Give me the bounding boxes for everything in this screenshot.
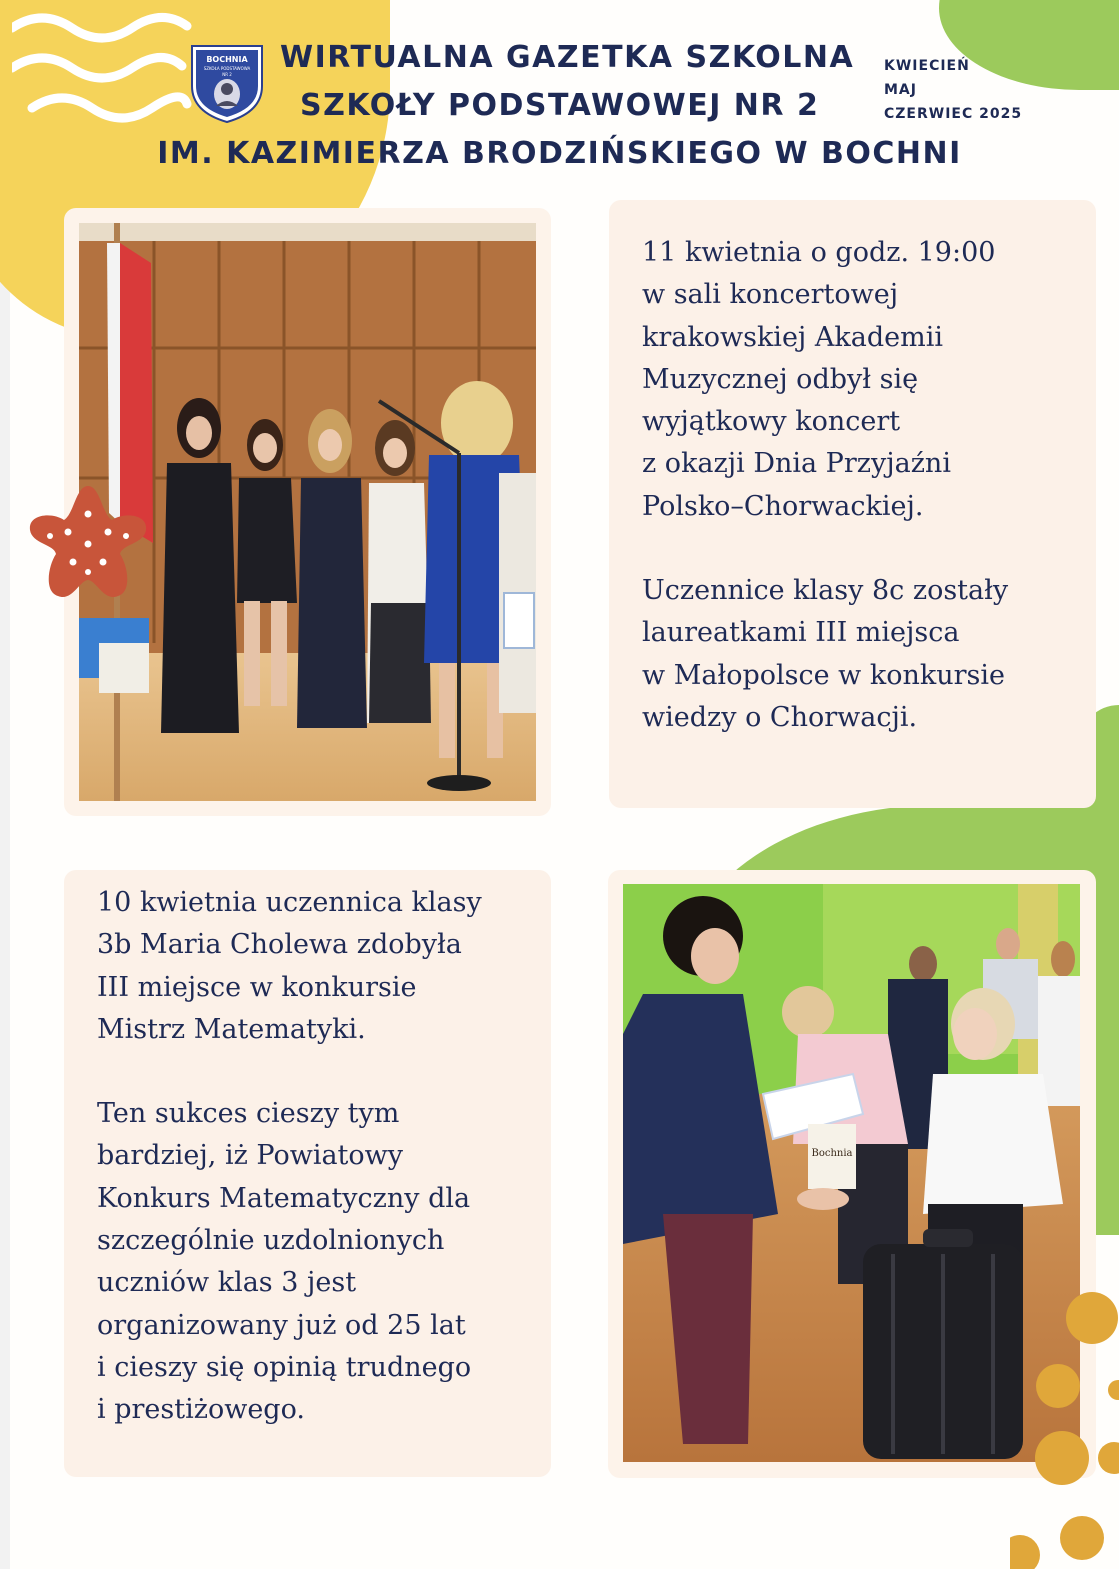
- flower-decor: [28, 484, 148, 608]
- article-line: i cieszy się opinią trudnego: [97, 1351, 472, 1383]
- article-line: uczniów klas 3 jest: [97, 1267, 357, 1299]
- article-line: Polsko–Chorwackiej.: [642, 490, 924, 522]
- article-line: organizowany już od 25 lat: [97, 1309, 466, 1341]
- issue-month: MAJ: [884, 82, 917, 98]
- article-line: Muzycznej odbył się: [642, 363, 919, 395]
- white-wave-decor: [12, 8, 202, 128]
- newsletter-title-line3: IM. KAZIMIERZA BRODZIŃSKIEGO W BOCHNI: [157, 136, 962, 171]
- article-line: Mistrz Matematyki.: [97, 1013, 366, 1045]
- article-line: w sali koncertowej: [642, 279, 899, 311]
- bag-label-text: Bochnia: [811, 1148, 853, 1159]
- article-line: wiedzy o Chorwacji.: [642, 701, 918, 733]
- gold-dots-decor: [1010, 1280, 1119, 1569]
- newsletter-title-line2: SZKOŁY PODSTAWOWEJ NR 2: [300, 88, 820, 123]
- article-line: w Małopolsce w konkursie: [642, 659, 1005, 691]
- issue-month: CZERWIEC 2025: [884, 106, 1023, 122]
- article-line: laureatkami III miejsca: [642, 617, 960, 649]
- article-line: z okazji Dnia Przyjaźni: [642, 448, 951, 480]
- article-line: 3b Maria Cholewa zdobyła: [97, 929, 462, 961]
- article-line: krakowskiej Akademii: [642, 321, 943, 353]
- crest-top-text: BOCHNIA: [206, 55, 248, 64]
- issue-months: [884, 54, 1022, 126]
- article-line: Konkurs Matematyczny dla: [97, 1182, 471, 1214]
- article-line: wyjątkowy koncert: [642, 406, 901, 438]
- article-line: bardziej, iż Powiatowy: [97, 1140, 404, 1172]
- article-line: III miejsce w konkursie: [97, 971, 417, 1003]
- crest-sub-text: SZKOŁA PODSTAWOWA: [203, 66, 251, 71]
- article-line: i prestiżowego.: [97, 1394, 305, 1426]
- concert-article-card: [609, 200, 1096, 808]
- article-line: 10 kwietnia uczennica klasy: [97, 887, 482, 918]
- issue-month: KWIECIEŃ: [884, 58, 970, 74]
- math-article-card: [64, 870, 551, 1477]
- article-line: 11 kwietnia o godz. 19:00: [642, 237, 996, 268]
- article-line: szczególnie uzdolnionych: [97, 1225, 445, 1257]
- newsletter-title-line1: WIRTUALNA GAZETKA SZKOLNA: [280, 40, 855, 75]
- article-line: Ten sukces cieszy tym: [97, 1098, 400, 1130]
- crest-number-text: NR 2: [222, 72, 232, 77]
- article-line: Uczennice klasy 8c zostały: [642, 575, 1009, 607]
